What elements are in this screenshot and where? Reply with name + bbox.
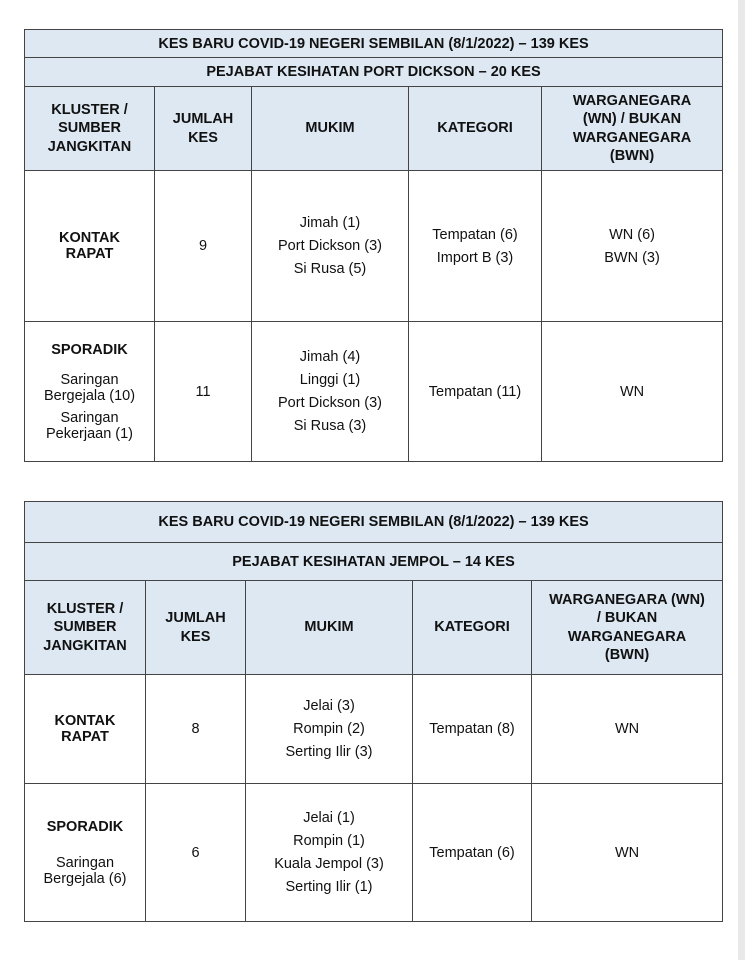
cell-warganegara: WN (6) BWN (3) [542,171,723,322]
case-table-jempol [24,501,723,922]
office-row [25,543,723,581]
cell-mukim: Jelai (1) Rompin (1) Kuala Jempol (3) Serting Ilir (1) [246,784,413,922]
header-warganegara: WARGANEGARA (WN) / BUKAN WARGANEGARA (BWN) [542,87,723,171]
table-title-row [25,30,723,58]
office-title: PEJABAT KESIHATAN PORT DICKSON – 20 KES [25,58,723,87]
table-row [25,322,723,462]
header-row [25,87,723,171]
header-row [25,581,723,675]
office-row [25,58,723,87]
header-mukim: MUKIM [252,87,409,171]
cell-jumlah: 11 [155,322,252,462]
cell-jumlah: 8 [146,675,246,784]
case-table-port-dickson [24,29,723,462]
header-kluster: KLUSTER / SUMBER JANGKITAN [25,581,146,675]
cell-warganegara: WN [532,675,723,784]
cell-kluster: KONTAK RAPAT [25,675,146,784]
cell-kluster: KONTAK RAPAT [25,171,155,322]
table-row [25,784,723,922]
page-edge-strip [738,0,745,960]
table-row [25,171,723,322]
cell-kluster: SPORADIK Saringan Bergejala (6) [25,784,146,922]
table-row [25,675,723,784]
cell-mukim: Jelai (3) Rompin (2) Serting Ilir (3) [246,675,413,784]
cell-mukim: Jimah (4) Linggi (1) Port Dickson (3) Si Rusa (3) [252,322,409,462]
cell-warganegara: WN [532,784,723,922]
table-title: KES BARU COVID-19 NEGERI SEMBILAN (8/1/2022) – 139 KES [25,502,723,543]
cell-jumlah: 6 [146,784,246,922]
table-title: KES BARU COVID-19 NEGERI SEMBILAN (8/1/2022) – 139 KES [25,30,723,58]
cell-kategori: Tempatan (8) [413,675,532,784]
cell-kategori: Tempatan (6) Import B (3) [409,171,542,322]
cell-kategori: Tempatan (11) [409,322,542,462]
header-kategori: KATEGORI [413,581,532,675]
cell-warganegara: WN [542,322,723,462]
cell-mukim: Jimah (1) Port Dickson (3) Si Rusa (5) [252,171,409,322]
table-title-row [25,502,723,543]
cell-jumlah: 9 [155,171,252,322]
cell-kluster: SPORADIK Saringan Bergejala (10) Saringan Pekerjaan (1) [25,322,155,462]
header-warganegara: WARGANEGARA (WN) / BUKAN WARGANEGARA (BWN) [532,581,723,675]
office-title: PEJABAT KESIHATAN JEMPOL – 14 KES [25,543,723,581]
header-jumlah: JUMLAH KES [146,581,246,675]
header-kategori: KATEGORI [409,87,542,171]
header-kluster: KLUSTER / SUMBER JANGKITAN [25,87,155,171]
cell-kategori: Tempatan (6) [413,784,532,922]
header-mukim: MUKIM [246,581,413,675]
header-jumlah: JUMLAH KES [155,87,252,171]
